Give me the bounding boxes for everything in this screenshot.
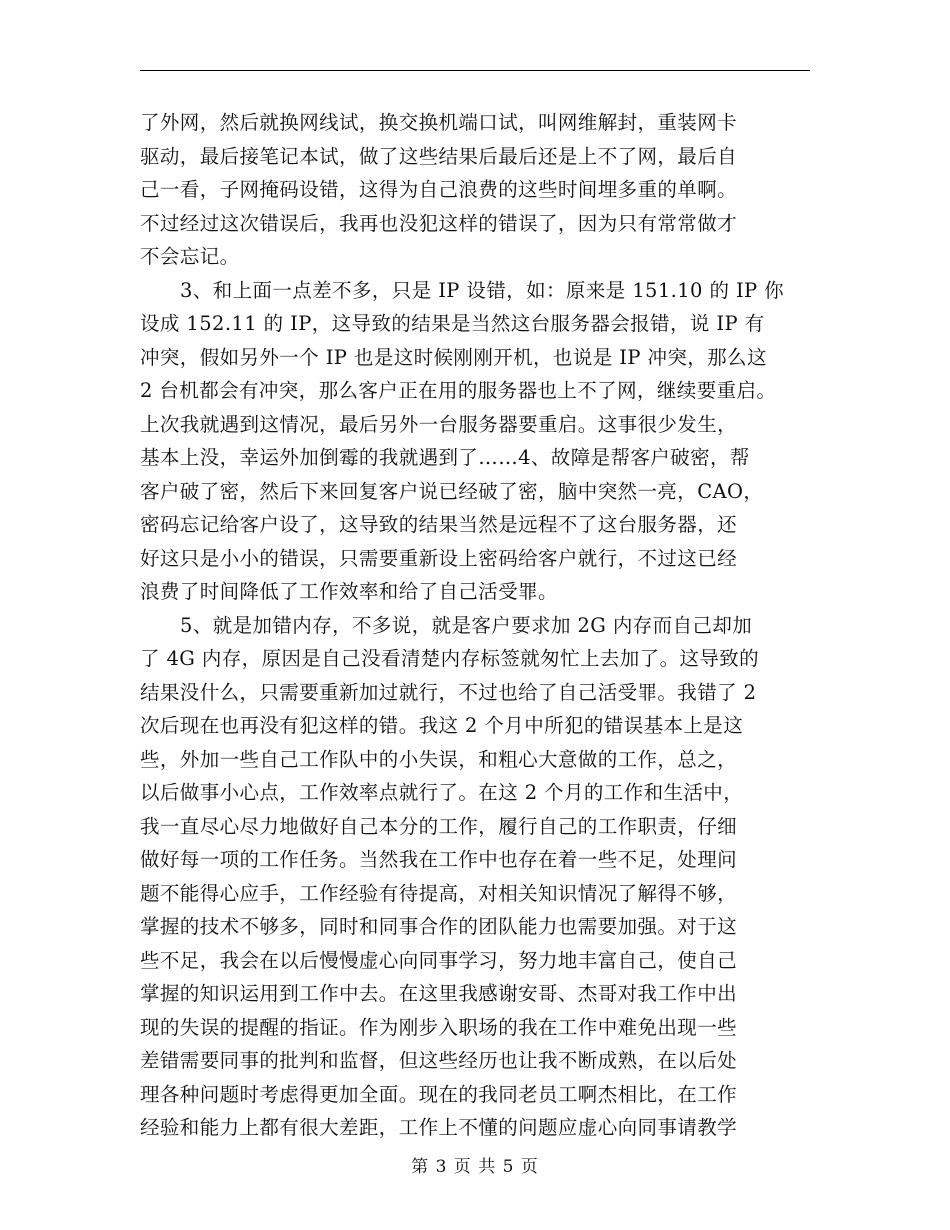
text-line: 5、就是加错内存，不多说，就是客户要求加 2G 内存而自己却加 <box>180 613 753 637</box>
text-line: 2 台机都会有冲突，那么客户正在用的服务器也上不了网，继续要重启。 <box>140 379 777 402</box>
text-line: 些，外加一些自己工作队中的小失误，和粗心大意做的工作，总之， <box>140 747 738 771</box>
text-line: 浪费了时间降低了工作效率和给了自己活受罪。 <box>140 580 558 603</box>
text-line: 题不能得心应手，工作经验有待提高，对相关知识情况了解得不够， <box>140 881 738 905</box>
text-line: 不过经过这次错误后，我再也没犯这样的错误了，因为只有常常做才 <box>140 211 738 235</box>
text-line: 3、和上面一点差不多，只是 IP 设错，如：原来是 151.10 的 IP 你 <box>180 278 785 302</box>
text-line: 好这只是小小的错误，只需要重新设上密码给客户就行，不过这已经 <box>140 546 738 570</box>
text-line: 我一直尽心尽力地做好自己本分的工作，履行自己的工作职责，仔细 <box>140 814 738 838</box>
text-line: 己一看，子网掩码设错，这得为自己浪费的这些时间埋多重的单啊。 <box>140 178 738 201</box>
text-line: 掌握的知识运用到工作中去。在这里我感谢安哥、杰哥对我工作中出 <box>140 982 738 1005</box>
text-line: 了 4G 内存，原因是自己没看清楚内存标签就匆忙上去加了。这导致的 <box>140 647 760 670</box>
text-line: 理各种问题时考虑得更加全面。现在的我同老员工啊杰相比，在工作 <box>140 1082 738 1106</box>
page-footer: 第 3 页 共 5 页 <box>411 1157 539 1177</box>
body-text <box>140 106 820 1145</box>
text-line: 冲突，假如另外一个 IP 也是这时候刚刚开机，也说是 IP 冲突，那么这 <box>140 345 767 369</box>
text-line: 掌握的技术不够多，同时和同事合作的团队能力也需要加强。对于这 <box>140 915 738 938</box>
text-line: 不会忘记。 <box>140 245 240 268</box>
text-line: 驱动，最后接笔记本试，做了这些结果后最后还是上不了网，最后自 <box>140 144 738 168</box>
text-line: 做好每一项的工作任务。当然我在工作中也存在着一些不足，处理问 <box>140 848 738 871</box>
text-line: 结果没什么，只需要重新加过就行，不过也给了自己活受罪。我错了 2 <box>140 680 757 704</box>
text-line: 基本上没，幸运外加倒霉的我就遇到了……4、故障是帮客户破密，帮 <box>140 446 750 469</box>
text-line: 现的失误的提醒的指证。作为刚步入职场的我在工作中难免出现一些 <box>140 1015 738 1039</box>
text-line: 差错需要同事的批判和监督，但这些经历也让我不断成熟，在以后处 <box>140 1049 738 1072</box>
text-line: 次后现在也再没有犯这样的错。我这 2 个月中所犯的错误基本上是这 <box>140 714 744 737</box>
text-line: 密码忘记给客户设了，这导致的结果当然是远程不了这台服务器，还 <box>140 513 738 536</box>
header-rule <box>140 70 810 71</box>
text-line: 些不足，我会在以后慢慢虚心向同事学习，努力地丰富自己，使自己 <box>140 948 738 972</box>
text-line: 以后做事小心点，工作效率点就行了。在这 2 个月的工作和生活中， <box>140 781 744 804</box>
text-line: 经验和能力上都有很大差距，工作上不懂的问题应虚心向同事请教学 <box>140 1116 738 1139</box>
text-line: 上次我就遇到这情况，最后另外一台服务器要重启。这事很少发生， <box>140 412 738 436</box>
text-line: 客户破了密，然后下来回复客户说已经破了密，脑中突然一亮，CAO， <box>140 479 764 503</box>
text-line: 设成 152.11 的 IP，这导致的结果是当然这台服务器会报错，说 IP 有 <box>140 312 765 335</box>
text-line: 了外网，然后就换网线试，换交换机端口试，叫网维解封，重装网卡 <box>140 111 738 134</box>
